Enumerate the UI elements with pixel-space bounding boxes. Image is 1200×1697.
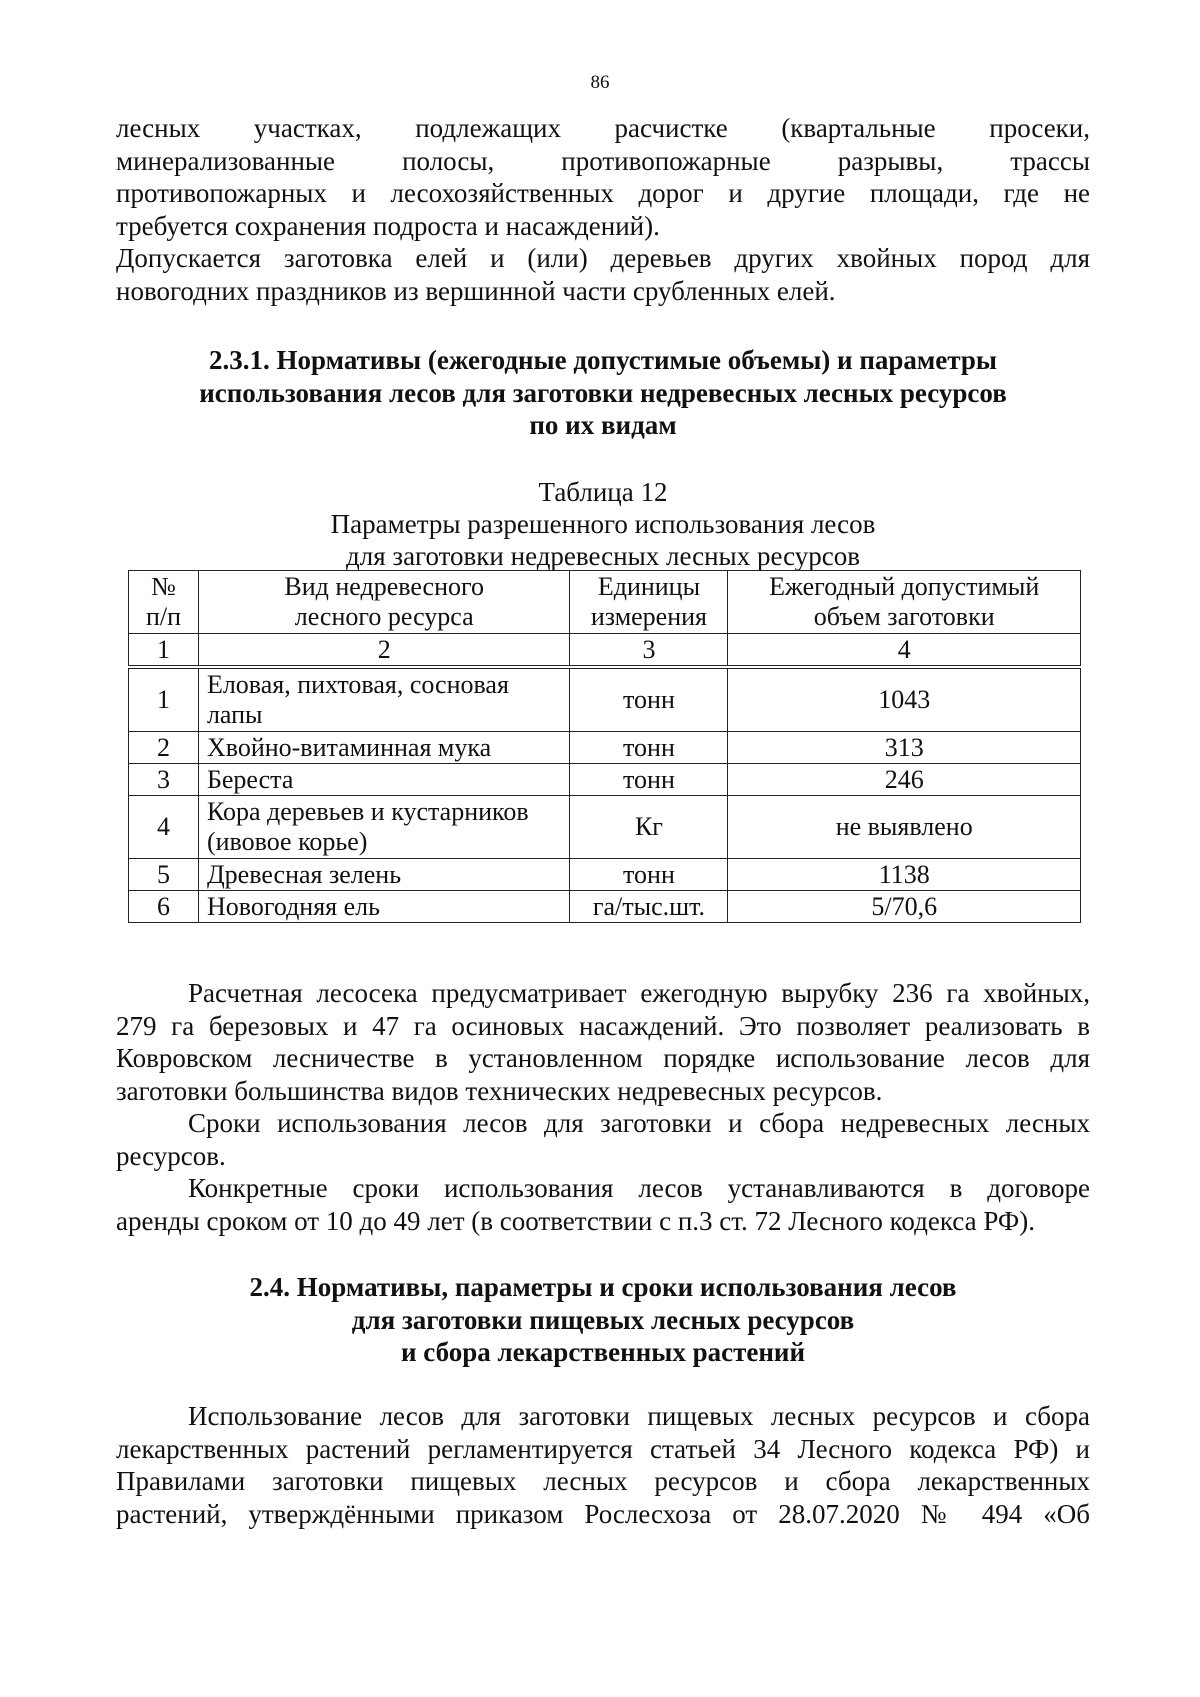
resource-name: Хвойно-витаминная мука	[198, 732, 570, 764]
row-number: 5	[129, 859, 199, 891]
text-line: Сроки использования лесов для заготовки и сбора недревесных лесных	[188, 1108, 1090, 1138]
heading-line: для заготовки пищевых лесных ресурсов	[351, 1304, 855, 1335]
text-line: аренды сроком от 10 до 49 лет (в соответствии с п.3 ст. 72 Лесного кодекса РФ).	[116, 1205, 1035, 1236]
row-number: 4	[129, 796, 199, 859]
header-unit: Единицы измерения	[570, 571, 728, 634]
heading-line: по их видам	[529, 410, 677, 440]
text-line: противопожарных и лесохозяйственных дорог и другие площади, где не	[116, 178, 1090, 208]
section-heading-2-3-1	[116, 344, 1090, 442]
column-number-row	[129, 634, 1081, 668]
table-title-line: Параметры разрешенного использования лесов	[330, 509, 876, 539]
body-paragraphs	[116, 977, 1090, 1237]
unit-cell: га/тыс.шт.	[570, 891, 728, 923]
unit-cell: тонн	[570, 859, 728, 891]
text-line: растений, утверждёнными приказом Рослесхоза от 28.07.2020 № 494 «Об	[116, 1498, 1090, 1529]
table-row	[129, 891, 1081, 923]
table-row	[129, 796, 1081, 859]
heading-line: 2.3.1. Нормативы (ежегодные допустимые объемы) и параметры	[209, 345, 997, 375]
heading-line: и сбора лекарственных растений	[401, 1337, 805, 1367]
column-number: 4	[728, 634, 1081, 668]
text-line: лесных участках, подлежащих расчистке (квартальные просеки,	[116, 113, 1090, 143]
text-line: новогодних праздников из вершинной части срубленных елей.	[116, 275, 836, 306]
text-line: Ковровском лесничестве в установленном порядке использование лесов для	[116, 1043, 1090, 1073]
page-number: 86	[590, 72, 610, 93]
resources-table	[128, 570, 1081, 923]
text-line: Расчетная лесосека предусматривает ежегодную вырубку 236 га хвойных,	[188, 978, 1090, 1008]
table-title-line: для заготовки недревесных лесных ресурсов	[346, 541, 860, 571]
column-number: 3	[570, 634, 728, 668]
heading-line: 2.4. Нормативы, параметры и сроки использования лесов	[249, 1272, 957, 1302]
row-number: 3	[129, 764, 199, 796]
volume-cell: не выявлено	[728, 796, 1081, 859]
table-row	[129, 732, 1081, 764]
table-label: Таблица 12	[538, 477, 668, 507]
text-line: Использование лесов для заготовки пищевых лесных ресурсов и сбора	[188, 1401, 1090, 1431]
section-heading-2-4	[116, 1271, 1090, 1369]
table-row	[129, 667, 1081, 732]
text-line: Допускается заготовка елей и (или) деревьев других хвойных пород для	[116, 243, 1090, 273]
volume-cell: 246	[728, 764, 1081, 796]
final-paragraph	[116, 1400, 1090, 1530]
volume-cell: 1043	[728, 667, 1081, 732]
row-number: 6	[129, 891, 199, 923]
column-number: 2	[198, 634, 570, 668]
volume-cell: 313	[728, 732, 1081, 764]
text-line: минерализованные полосы, противопожарные разрывы, трассы	[116, 145, 1090, 176]
table-header-row	[129, 571, 1081, 634]
resource-name: Еловая, пихтовая, сосновая лапы	[198, 667, 570, 732]
header-volume: Ежегодный допустимый объем заготовки	[728, 571, 1081, 634]
table-row	[129, 859, 1081, 891]
table-row	[129, 764, 1081, 796]
header-number: № п/п	[129, 571, 199, 634]
table-caption	[116, 476, 1090, 572]
text-line: Правилами заготовки пищевых лесных ресурсов и сбора лекарственных	[116, 1466, 1090, 1496]
row-number: 1	[129, 667, 199, 732]
intro-paragraph	[116, 112, 1090, 307]
text-line: ресурсов.	[116, 1140, 226, 1171]
resource-name: Древесная зелень	[198, 859, 570, 891]
unit-cell: Кг	[570, 796, 728, 859]
volume-cell: 5/70,6	[728, 891, 1081, 923]
text-line: лекарственных растений регламентируется статьей 34 Лесного кодекса РФ) и	[116, 1433, 1090, 1464]
text-line: Конкретные сроки использования лесов устанавливаются в договоре	[188, 1173, 1090, 1203]
column-number: 1	[129, 634, 199, 668]
unit-cell: тонн	[570, 764, 728, 796]
volume-cell: 1138	[728, 859, 1081, 891]
text-line: требуется сохранения подроста и насаждений).	[116, 210, 660, 241]
text-line: 279 га березовых и 47 га осиновых насаждений. Это позволяет реализовать в	[116, 1010, 1090, 1041]
unit-cell: тонн	[570, 667, 728, 732]
heading-line: использования лесов для заготовки недревесных лесных ресурсов	[199, 377, 1007, 408]
unit-cell: тонн	[570, 732, 728, 764]
resource-name: Кора деревьев и кустарников (ивовое корье)	[198, 796, 570, 859]
row-number: 2	[129, 732, 199, 764]
resource-name: Новогодняя ель	[198, 891, 570, 923]
text-line: заготовки большинства видов технических недревесных ресурсов.	[116, 1075, 883, 1106]
header-resource: Вид недревесного лесного ресурса	[198, 571, 570, 634]
resource-name: Береста	[198, 764, 570, 796]
